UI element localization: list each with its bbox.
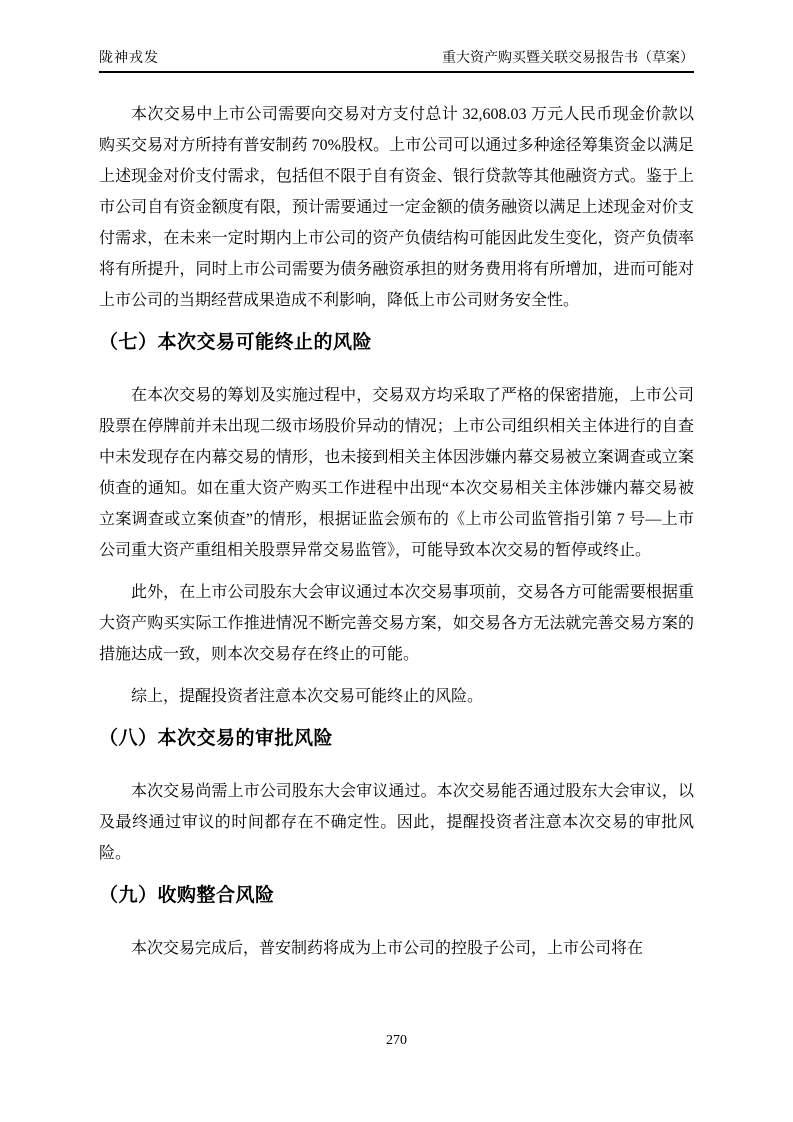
paragraph-integration-risk-intro: 本次交易完成后，普安制药将成为上市公司的控股子公司，上市公司将在 <box>131 940 644 957</box>
header-report-title: 重大资产购买暨关联交易报告书（草案） <box>442 51 694 66</box>
page-number: 270 <box>386 1033 407 1048</box>
page-footer <box>0 1032 793 1050</box>
paragraph-termination-reminder: 综上，提醒投资者注意本次交易可能终止的风险。 <box>131 688 484 705</box>
paragraph-payment-funding-risk: 本次交易中上市公司需要向交易对方支付总计 32,608.03 万元人民币现金价款以购买交易对方所持有普安制药 70%股权。上市公司可以通过多种途径筹集资金以满足上述现金对价支付需求，包括但不限于自有资金、银行贷款等其他融资方式。鉴于上市公司自有资金额度有限，预计需要通过一定金额的债务融资以满足上述现金对价支付需求，在未来一定时期内上市公司的资产负债结构可能因此发生变化，资产负债率将有所提升，同时上市公司需要为债务融资承担的财务费用将有所增加，进而可能对上市公司的当期经营成果造成不利影响，降低上市公司财务安全性。 <box>99 106 694 309</box>
paragraph-plan-improvement: 此外，在上市公司股东大会审议通过本次交易事项前，交易各方可能需要根据重大资产购买实际工作推进情况不断完善交易方案，如交易各方无法就完善交易方案的措施达成一致，则本次交易存在终止的可能。 <box>99 584 694 663</box>
document-body <box>99 99 694 964</box>
section-heading-8-approval-risk: （八）本次交易的审批风险 <box>99 728 334 749</box>
paragraph-insider-trading-investigation: 在本次交易的筹划及实施过程中，交易双方均采取了严格的保密措施，上市公司股票在停牌前并未出现二级市场股价异动的情况；上市公司组织相关主体进行的自查中未发现存在内幕交易的情形，也未接到相关主体因涉嫌内幕交易被立案调查或立案侦查的通知。如在重大资产购买工作进程中出现“本次交易相关主体涉嫌内幕交易被立案调查或立案侦查”的情形，根据证监会颁布的《上市公司监管指引第 7 号—上市公司重大资产重组相关股票异常交易监管》，可能导致本次交易的暂停或终止。 <box>99 387 694 559</box>
section-heading-7-termination-risk: （七）本次交易可能终止的风险 <box>99 332 373 353</box>
header-company-name: 陇神戎发 <box>99 51 159 66</box>
section-heading-9-integration-risk: （九）收购整合风险 <box>99 885 275 906</box>
page-header <box>99 50 694 73</box>
paragraph-approval-risk: 本次交易尚需上市公司股东大会审议通过。本次交易能否通过股东大会审议，以及最终通过审议的时间都存在不确定性。因此，提醒投资者注意本次交易的审批风险。 <box>99 783 694 862</box>
